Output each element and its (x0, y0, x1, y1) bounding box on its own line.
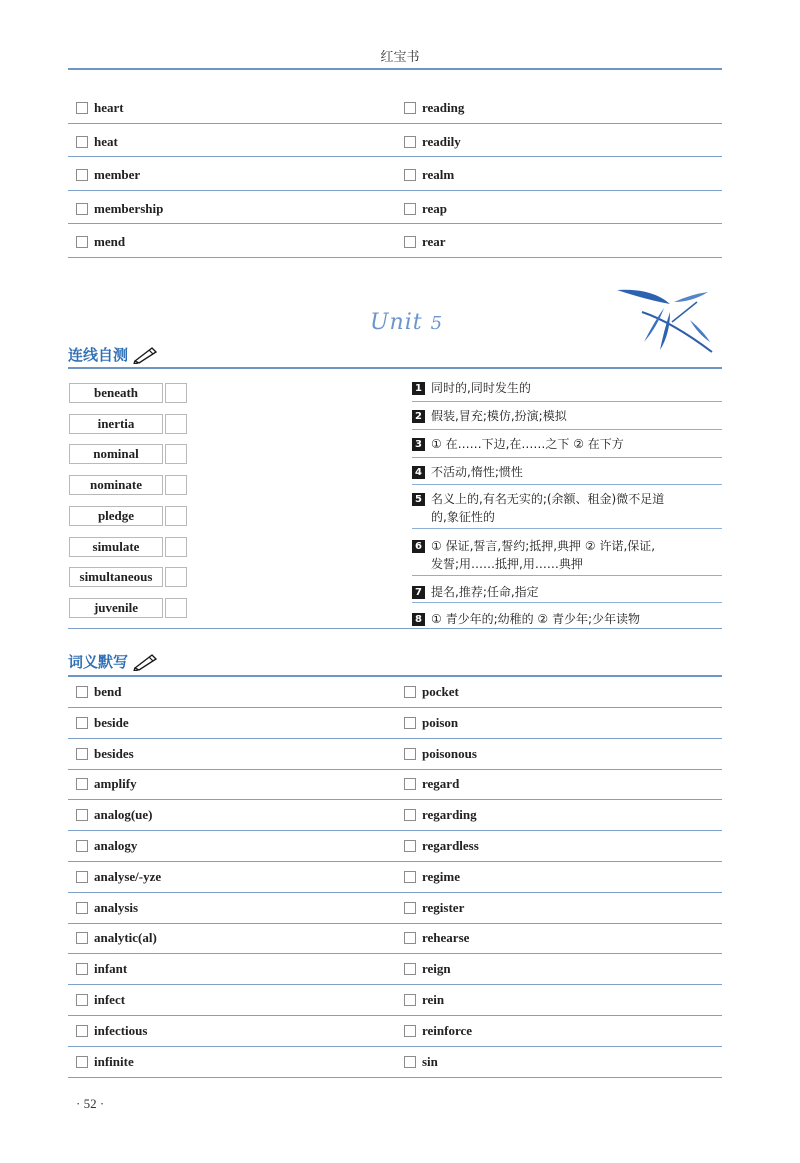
checkbox[interactable] (76, 203, 88, 215)
definition-line: 同时的,同时发生的 (431, 381, 531, 395)
definition-number: 4 (412, 466, 425, 479)
word-item (404, 101, 464, 115)
word-label: beside (94, 714, 129, 730)
word-item (76, 101, 124, 115)
definition-number: 2 (412, 410, 425, 423)
match-word: juvenile (69, 598, 163, 618)
word-label: sin (422, 1053, 438, 1069)
definition-text (431, 435, 624, 453)
word-item (404, 901, 464, 915)
match-word: beneath (69, 383, 163, 403)
word-item (76, 777, 137, 791)
word-item (404, 777, 459, 791)
word-label: infectious (94, 1022, 148, 1038)
definition-line: 不活动,惰性;惯性 (431, 465, 523, 479)
row-rule (68, 799, 722, 800)
row-rule (68, 190, 722, 191)
checkbox[interactable] (76, 932, 88, 944)
row-rule (68, 892, 722, 893)
dictation-section-title (68, 649, 158, 673)
checkbox[interactable] (404, 1056, 416, 1068)
word-label: reap (422, 201, 448, 216)
checkbox[interactable] (404, 236, 416, 248)
definition-item (412, 537, 724, 573)
word-item (76, 135, 118, 149)
matching-bottom-rule (68, 628, 722, 629)
checkbox[interactable] (76, 686, 88, 698)
match-word: nominate (69, 475, 163, 495)
checkbox[interactable] (404, 809, 416, 821)
word-item (76, 993, 125, 1007)
definition-item (412, 490, 724, 526)
match-word: nominal (69, 444, 163, 464)
word-label: heat (94, 134, 118, 149)
checkbox[interactable] (76, 236, 88, 248)
word-label: analysis (94, 899, 139, 915)
matching-section-title (68, 342, 158, 366)
checkbox[interactable] (404, 748, 416, 760)
definition-rule (412, 528, 722, 529)
match-word: inertia (69, 414, 163, 434)
row-rule (68, 923, 722, 924)
word-label: analyse/-yze (94, 868, 162, 884)
definition-number: 7 (412, 586, 425, 599)
word-item (76, 1055, 134, 1069)
word-label: rehearse (422, 930, 470, 946)
definition-text (431, 610, 640, 628)
row-rule (68, 156, 722, 157)
word-item (76, 168, 140, 182)
pencil-icon (132, 651, 158, 671)
checkbox[interactable] (404, 1025, 416, 1037)
row-rule (68, 223, 722, 224)
word-label: analytic(al) (94, 930, 157, 946)
word-item (404, 931, 469, 945)
header-rule (68, 68, 722, 70)
checkbox[interactable] (76, 748, 88, 760)
word-item (76, 808, 153, 822)
word-label: register (422, 899, 465, 915)
definition-number: 3 (412, 438, 425, 451)
definition-text (431, 537, 655, 573)
word-item (404, 202, 447, 216)
checkbox[interactable] (404, 169, 416, 181)
dictation-title-rule (68, 675, 722, 677)
word-label: poisonous (422, 745, 477, 761)
word-label: reading (422, 100, 465, 115)
row-rule (68, 707, 722, 708)
word-label: reign (422, 961, 451, 977)
word-item (76, 901, 138, 915)
checkbox[interactable] (76, 963, 88, 975)
word-item (76, 1024, 147, 1038)
word-item (76, 962, 127, 976)
word-label: regime (422, 868, 461, 884)
definition-item (412, 463, 724, 481)
word-label: membership (94, 201, 164, 216)
definition-number: 1 (412, 382, 425, 395)
bamboo-leaf-decoration (612, 282, 724, 360)
word-item (76, 870, 161, 884)
definition-line: 的,象征性的 (431, 510, 495, 524)
definition-item (412, 379, 724, 397)
answer-box[interactable] (165, 567, 187, 587)
checkbox[interactable] (76, 840, 88, 852)
definition-item (412, 407, 724, 425)
row-rule (68, 123, 722, 124)
definition-line: 提名,推荐;任命,指定 (431, 585, 539, 599)
row-rule (68, 861, 722, 862)
page-number: · 52 · (76, 1096, 105, 1111)
word-item (404, 993, 444, 1007)
checkbox[interactable] (404, 963, 416, 975)
definition-item (412, 610, 724, 628)
answer-box[interactable] (165, 475, 187, 495)
checkbox[interactable] (404, 902, 416, 914)
definition-rule (412, 602, 722, 603)
word-label: infant (94, 961, 128, 977)
word-item (404, 747, 477, 761)
word-item (404, 870, 460, 884)
row-rule (68, 1077, 722, 1078)
word-item (76, 202, 163, 216)
definition-line: ① 保证,誓言,誓约;抵押,典押 ② 许诺,保证, (431, 539, 656, 553)
row-rule (68, 830, 722, 831)
word-label: mend (94, 234, 126, 249)
word-label: heart (94, 100, 124, 115)
row-rule (68, 984, 722, 985)
match-word: simulate (69, 537, 163, 557)
checkbox[interactable] (76, 871, 88, 883)
row-rule (68, 257, 722, 258)
answer-box[interactable] (165, 506, 187, 526)
running-header: 红宝书 (380, 50, 420, 65)
checkbox[interactable] (404, 840, 416, 852)
match-word: pledge (69, 506, 163, 526)
definition-rule (412, 457, 722, 458)
word-item (76, 931, 157, 945)
word-label: regardless (422, 838, 479, 853)
checkbox[interactable] (404, 932, 416, 944)
checkbox[interactable] (76, 136, 88, 148)
definition-rule (412, 429, 722, 430)
word-item (404, 235, 446, 249)
checkbox[interactable] (76, 169, 88, 181)
word-label: rear (422, 234, 446, 249)
word-item (404, 962, 451, 976)
unit-number: 5 (430, 313, 444, 334)
word-label: poison (422, 714, 459, 730)
word-label: infinite (94, 1053, 134, 1069)
word-label: rein (422, 992, 445, 1007)
definition-text (431, 407, 567, 425)
word-label: infect (94, 992, 126, 1007)
checkbox[interactable] (76, 1056, 88, 1068)
word-item (76, 747, 134, 761)
checkbox[interactable] (76, 102, 88, 114)
checkbox[interactable] (404, 778, 416, 790)
match-word: simultaneous (69, 567, 163, 587)
definition-line: ① 青少年的;幼稚的 ② 青少年;少年读物 (431, 612, 641, 626)
unit-title (370, 310, 443, 335)
word-item (404, 685, 459, 699)
word-label: besides (94, 745, 134, 761)
dictation-title-text: 词义默写 (68, 652, 129, 671)
checkbox[interactable] (404, 717, 416, 729)
checkbox[interactable] (404, 102, 416, 114)
definition-text (431, 379, 531, 397)
matching-title-rule (68, 367, 722, 369)
checkbox[interactable] (404, 871, 416, 883)
word-item (76, 235, 125, 249)
word-item (404, 135, 461, 149)
word-item (76, 839, 137, 853)
checkbox[interactable] (76, 809, 88, 821)
row-rule (68, 738, 722, 739)
definition-line: 假装,冒充;模仿,扮演;模拟 (431, 409, 567, 423)
checkbox[interactable] (76, 717, 88, 729)
row-rule (68, 1015, 722, 1016)
checkbox[interactable] (404, 686, 416, 698)
word-label: regard (422, 776, 460, 792)
word-label: realm (422, 167, 455, 182)
row-rule (68, 1046, 722, 1047)
definition-text (431, 490, 664, 526)
word-label: reinforce (422, 1022, 473, 1038)
checkbox[interactable] (76, 902, 88, 914)
checkbox[interactable] (76, 1025, 88, 1037)
definition-number: 5 (412, 493, 425, 506)
word-item (404, 1024, 472, 1038)
pencil-icon (132, 344, 158, 364)
word-item (76, 716, 129, 730)
checkbox[interactable] (76, 994, 88, 1006)
word-item (404, 808, 477, 822)
word-label: analogy (94, 838, 138, 853)
word-label: bend (94, 684, 122, 699)
word-item (404, 839, 479, 853)
answer-box[interactable] (165, 444, 187, 464)
word-item (404, 168, 454, 182)
checkbox[interactable] (76, 778, 88, 790)
definition-rule (412, 575, 722, 576)
row-rule (68, 953, 722, 954)
row-rule (68, 769, 722, 770)
word-item (76, 685, 121, 699)
answer-box[interactable] (165, 414, 187, 434)
checkbox[interactable] (404, 203, 416, 215)
definition-item (412, 583, 724, 601)
definition-rule (412, 484, 722, 485)
checkbox[interactable] (404, 994, 416, 1006)
definition-rule (412, 401, 722, 402)
definition-number: 6 (412, 540, 425, 553)
definition-line: ① 在……下边,在……之下 ② 在下方 (431, 437, 624, 451)
answer-box[interactable] (165, 383, 187, 403)
checkbox[interactable] (404, 136, 416, 148)
definition-number: 8 (412, 613, 425, 626)
definition-text (431, 463, 523, 481)
word-item (404, 716, 458, 730)
word-label: regarding (422, 807, 477, 823)
word-label: pocket (422, 684, 459, 699)
matching-title-text: 连线自测 (68, 345, 129, 364)
word-label: readily (422, 134, 461, 149)
answer-box[interactable] (165, 537, 187, 557)
definition-text (431, 583, 539, 601)
word-label: analog(ue) (94, 807, 153, 823)
unit-label: Unit (370, 310, 423, 335)
answer-box[interactable] (165, 598, 187, 618)
definition-line: 名义上的,有名无实的;(余额、租金)微不足道 (431, 492, 665, 506)
word-item (404, 1055, 438, 1069)
word-label: member (94, 167, 141, 182)
definition-line: 发誓;用……抵押,用……典押 (431, 557, 583, 571)
definition-item (412, 435, 724, 453)
word-label: amplify (94, 776, 137, 792)
